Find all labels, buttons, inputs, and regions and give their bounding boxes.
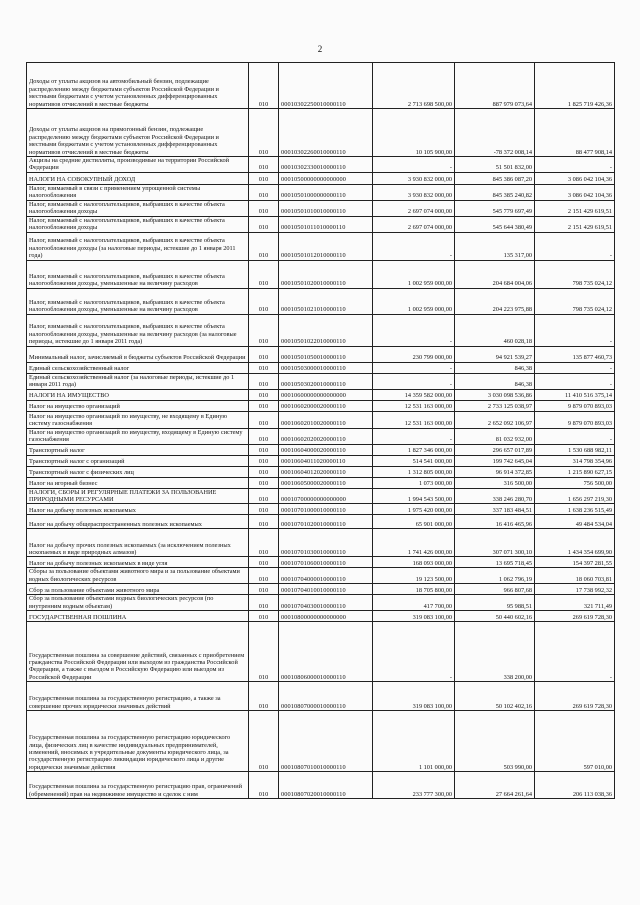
- row-line-code: 010: [249, 288, 279, 314]
- row-fact-amount: 96 914 372,85: [455, 466, 535, 477]
- row-plan-amount: 18 705 800,00: [373, 584, 455, 595]
- row-fact-amount: 1 062 796,19: [455, 568, 535, 584]
- row-budget-code: 00010806000010000110: [279, 622, 373, 682]
- row-line-code: 010: [249, 389, 279, 400]
- row-plan-amount: 168 093 000,00: [373, 557, 455, 568]
- row-budget-code: 00010701060010000110: [279, 557, 373, 568]
- row-plan-amount: 1 002 959 000,00: [373, 288, 455, 314]
- row-remaining-amount: 2 151 429 619,51: [535, 200, 615, 216]
- row-remaining-amount: 756 500,00: [535, 477, 615, 488]
- table-row: [27, 504, 615, 515]
- table-row: [27, 772, 615, 799]
- row-name: Государственная пошлина за государственную регистрацию прав, ограничений (обременений) прав на недвижимое имущество и сделок с ним: [27, 772, 249, 799]
- row-line-code: 010: [249, 184, 279, 200]
- row-name: Налог на имущество организаций по имуществу, не входящему в Единую систему газоснабжения: [27, 411, 249, 428]
- row-fact-amount: 135 317,00: [455, 232, 535, 260]
- row-plan-amount: 10 105 900,00: [373, 109, 455, 157]
- row-remaining-amount: 18 060 703,81: [535, 568, 615, 584]
- row-line-code: 010: [249, 63, 279, 109]
- row-plan-amount: -: [373, 314, 455, 346]
- row-plan-amount: -: [373, 373, 455, 389]
- row-line-code: 010: [249, 568, 279, 584]
- row-name: Государственная пошлина за совершение действий, связанных с приобретением гражданства Российской Федерации или выходом из гражданства Российской Федерации, а также с въездом в Российскую Федерацию или выездом из Российской Федерации: [27, 622, 249, 682]
- row-name: Сбор за пользование объектами водных биологических ресурсов (по внутренним водным объектам): [27, 595, 249, 611]
- row-plan-amount: 12 531 163 000,00: [373, 400, 455, 411]
- row-plan-amount: 12 531 163 000,00: [373, 411, 455, 428]
- table-row: [27, 200, 615, 216]
- row-budget-code: 00010701020010000110: [279, 515, 373, 529]
- row-line-code: 010: [249, 444, 279, 455]
- row-fact-amount: 51 501 832,00: [455, 157, 535, 173]
- row-remaining-amount: 17 738 992,32: [535, 584, 615, 595]
- row-fact-amount: 3 030 098 536,86: [455, 389, 535, 400]
- row-line-code: 010: [249, 504, 279, 515]
- row-line-code: 010: [249, 428, 279, 444]
- row-remaining-amount: 9 879 070 893,03: [535, 400, 615, 411]
- table-row: [27, 568, 615, 584]
- row-plan-amount: -: [373, 428, 455, 444]
- table-row: [27, 529, 615, 557]
- row-line-code: 010: [249, 346, 279, 362]
- row-line-code: 010: [249, 772, 279, 799]
- table-row: [27, 711, 615, 772]
- row-name: Налог на добычу общераспространенных полезных ископаемых: [27, 515, 249, 529]
- row-remaining-amount: 1 530 688 982,11: [535, 444, 615, 455]
- table-row: [27, 595, 615, 611]
- row-fact-amount: 16 416 465,96: [455, 515, 535, 529]
- row-name: Налог на добычу полезных ископаемых в виде угля: [27, 557, 249, 568]
- row-remaining-amount: 1 825 719 426,36: [535, 63, 615, 109]
- row-plan-amount: 1 994 543 500,00: [373, 488, 455, 504]
- row-plan-amount: 514 541 000,00: [373, 455, 455, 466]
- row-plan-amount: -: [373, 232, 455, 260]
- row-line-code: 010: [249, 466, 279, 477]
- table-row: [27, 515, 615, 529]
- row-name: Налог, взимаемый с налогоплательщиков, выбравших в качестве объекта налогообложения доходы, уменьшенные на величину расходов: [27, 288, 249, 314]
- row-plan-amount: 230 799 000,00: [373, 346, 455, 362]
- row-fact-amount: 199 742 645,04: [455, 455, 535, 466]
- row-line-code: 010: [249, 109, 279, 157]
- row-line-code: 010: [249, 157, 279, 173]
- row-remaining-amount: -: [535, 232, 615, 260]
- row-remaining-amount: 11 410 516 375,14: [535, 389, 615, 400]
- row-remaining-amount: 798 735 024,12: [535, 288, 615, 314]
- row-budget-code: 00010701030010000110: [279, 529, 373, 557]
- row-fact-amount: 296 657 017,89: [455, 444, 535, 455]
- table-row: [27, 557, 615, 568]
- table-row: [27, 488, 615, 504]
- row-budget-code: 00010501022010000110: [279, 314, 373, 346]
- row-budget-code: 00010501000000000110: [279, 184, 373, 200]
- row-remaining-amount: -: [535, 373, 615, 389]
- budget-execution-table: [26, 62, 615, 799]
- row-fact-amount: 27 664 261,64: [455, 772, 535, 799]
- row-budget-code: 00010800000000000000: [279, 611, 373, 622]
- row-budget-code: 00010302330010000110: [279, 157, 373, 173]
- row-budget-code: 00010605000020000110: [279, 477, 373, 488]
- row-line-code: 010: [249, 711, 279, 772]
- row-budget-code: 00010604012020000110: [279, 466, 373, 477]
- row-budget-code: 00010501021010000110: [279, 288, 373, 314]
- row-remaining-amount: 1 215 890 627,15: [535, 466, 615, 477]
- row-budget-code: 00010807000010000110: [279, 682, 373, 711]
- row-name: Налог, взимаемый с налогоплательщиков, выбравших в качестве объекта налогообложения доходы, уменьшенные на величину расходов (за налоговые периоды, истекшие до 1 января 2011 года): [27, 314, 249, 346]
- row-plan-amount: 1 002 959 000,00: [373, 260, 455, 288]
- row-budget-code: 00010604000020000110: [279, 444, 373, 455]
- row-fact-amount: 846,38: [455, 362, 535, 373]
- row-plan-amount: 319 083 100,00: [373, 682, 455, 711]
- row-plan-amount: 1 827 346 000,00: [373, 444, 455, 455]
- row-plan-amount: 14 359 582 000,00: [373, 389, 455, 400]
- row-remaining-amount: 1 434 354 699,90: [535, 529, 615, 557]
- row-line-code: 010: [249, 216, 279, 232]
- row-fact-amount: 204 684 004,06: [455, 260, 535, 288]
- row-remaining-amount: 49 484 534,04: [535, 515, 615, 529]
- row-plan-amount: 65 901 000,00: [373, 515, 455, 529]
- row-name: Транспортный налог с организаций: [27, 455, 249, 466]
- row-remaining-amount: -: [535, 157, 615, 173]
- row-line-code: 010: [249, 595, 279, 611]
- row-name: Акцизы на средние дистилляты, производимые на территории Российской Федерации: [27, 157, 249, 173]
- row-name: Налог, взимаемый с налогоплательщиков, выбравших в качестве объекта налогообложения доходы (за налоговые периоды, истекшие до 1 января 2011 года): [27, 232, 249, 260]
- row-name: Государственная пошлина за государственную регистрацию юридического лица, физических лиц в качестве индивидуальных предпринимателей, изменений, вносимых в учредительные документы юридического лица, за государственную регистрацию ликвидации юридического лица и другие юридически значимые действия: [27, 711, 249, 772]
- row-fact-amount: 887 979 073,64: [455, 63, 535, 109]
- table-row: [27, 455, 615, 466]
- row-name: Сбор за пользование объектами животного мира: [27, 584, 249, 595]
- table-row: [27, 157, 615, 173]
- row-plan-amount: 1 073 000,00: [373, 477, 455, 488]
- row-budget-code: 00010503000010000110: [279, 362, 373, 373]
- row-budget-code: 00010602010020000110: [279, 411, 373, 428]
- row-name: Налог, взимаемый в связи с применением упрощенной системы налогообложения: [27, 184, 249, 200]
- row-name: Сборы за пользование объектами животного мира и за пользование объектами водных биологических ресурсов: [27, 568, 249, 584]
- row-name: Государственная пошлина за государственную регистрацию, а также за совершение прочих юридически значимых действий: [27, 682, 249, 711]
- row-remaining-amount: 798 735 024,12: [535, 260, 615, 288]
- row-name: Налог, взимаемый с налогоплательщиков, выбравших в качестве объекта налогообложения доходы, уменьшенные на величину расходов: [27, 260, 249, 288]
- table-row: [27, 184, 615, 200]
- row-budget-code: 00010302250010000110: [279, 63, 373, 109]
- row-line-code: 010: [249, 400, 279, 411]
- row-fact-amount: 316 500,00: [455, 477, 535, 488]
- row-budget-code: 00010807020010000110: [279, 772, 373, 799]
- row-remaining-amount: -: [535, 362, 615, 373]
- row-fact-amount: 338 200,00: [455, 622, 535, 682]
- row-line-code: 010: [249, 682, 279, 711]
- row-remaining-amount: 135 877 460,73: [535, 346, 615, 362]
- row-name: НАЛОГИ НА СОВОКУПНЫЙ ДОХОД: [27, 172, 249, 184]
- row-fact-amount: 338 246 280,70: [455, 488, 535, 504]
- row-name: Налог, взимаемый с налогоплательщиков, выбравших в качестве объекта налогообложения доходы: [27, 216, 249, 232]
- row-name: ГОСУДАРСТВЕННАЯ ПОШЛИНА: [27, 611, 249, 622]
- row-line-code: 010: [249, 477, 279, 488]
- row-remaining-amount: 269 619 728,30: [535, 682, 615, 711]
- table-row: [27, 109, 615, 157]
- table-row: [27, 444, 615, 455]
- row-name: Налог на добычу прочих полезных ископаемых (за исключением полезных ископаемых в виде природных алмазов): [27, 529, 249, 557]
- row-plan-amount: 233 777 300,00: [373, 772, 455, 799]
- row-budget-code: 00010704030010000110: [279, 595, 373, 611]
- table-row: [27, 389, 615, 400]
- table-row: [27, 362, 615, 373]
- row-budget-code: 00010501011010000110: [279, 216, 373, 232]
- row-name: Налог, взимаемый с налогоплательщиков, выбравших в качестве объекта налогообложения доходы: [27, 200, 249, 216]
- row-line-code: 010: [249, 232, 279, 260]
- table-row: [27, 172, 615, 184]
- row-plan-amount: 2 697 074 000,00: [373, 200, 455, 216]
- row-remaining-amount: 2 151 429 619,51: [535, 216, 615, 232]
- row-fact-amount: 50 440 602,16: [455, 611, 535, 622]
- row-remaining-amount: 88 477 908,14: [535, 109, 615, 157]
- row-remaining-amount: 314 798 354,96: [535, 455, 615, 466]
- row-line-code: 010: [249, 455, 279, 466]
- row-fact-amount: 94 921 539,27: [455, 346, 535, 362]
- row-fact-amount: 2 652 092 106,97: [455, 411, 535, 428]
- table-row: [27, 611, 615, 622]
- row-budget-code: 00010501050010000110: [279, 346, 373, 362]
- row-line-code: 010: [249, 488, 279, 504]
- table-row: [27, 346, 615, 362]
- row-fact-amount: 845 386 087,20: [455, 172, 535, 184]
- row-remaining-amount: -: [535, 622, 615, 682]
- row-fact-amount: 13 695 718,45: [455, 557, 535, 568]
- row-line-code: 010: [249, 611, 279, 622]
- row-remaining-amount: 1 656 297 219,30: [535, 488, 615, 504]
- row-budget-code: 00010600000000000000: [279, 389, 373, 400]
- row-plan-amount: -: [373, 362, 455, 373]
- row-line-code: 010: [249, 260, 279, 288]
- row-name: Минимальный налог, зачисляемый в бюджеты субъектов Российской Федерации: [27, 346, 249, 362]
- row-fact-amount: 2 733 125 038,97: [455, 400, 535, 411]
- table-row: [27, 428, 615, 444]
- row-budget-code: 00010807010010000110: [279, 711, 373, 772]
- row-plan-amount: 1 312 805 000,00: [373, 466, 455, 477]
- row-fact-amount: 460 028,18: [455, 314, 535, 346]
- table-row: [27, 400, 615, 411]
- table-row: [27, 466, 615, 477]
- row-line-code: 010: [249, 373, 279, 389]
- row-plan-amount: 417 700,00: [373, 595, 455, 611]
- row-fact-amount: 545 644 380,49: [455, 216, 535, 232]
- row-name: Налог на игорный бизнес: [27, 477, 249, 488]
- row-name: Налог на имущество организаций: [27, 400, 249, 411]
- row-plan-amount: 3 930 832 000,00: [373, 172, 455, 184]
- row-remaining-amount: 3 086 042 104,36: [535, 184, 615, 200]
- row-line-code: 010: [249, 314, 279, 346]
- row-budget-code: 00010501020010000110: [279, 260, 373, 288]
- table-row: [27, 63, 615, 109]
- table-row: [27, 622, 615, 682]
- row-name: Доходы от уплаты акцизов на прямогонный бензин, подлежащие распределению между бюджетами субъектов Российской Федерации и местными бюджетами с учетом установленных дифференцированных нормативов отчислений в местные бюджеты: [27, 109, 249, 157]
- row-fact-amount: -78 372 008,14: [455, 109, 535, 157]
- row-budget-code: 00010501012010000110: [279, 232, 373, 260]
- row-remaining-amount: 269 619 728,30: [535, 611, 615, 622]
- table-row: [27, 314, 615, 346]
- table-row: [27, 232, 615, 260]
- row-plan-amount: 319 083 100,00: [373, 611, 455, 622]
- row-budget-code: 00010302260010000110: [279, 109, 373, 157]
- row-plan-amount: 1 975 420 000,00: [373, 504, 455, 515]
- row-fact-amount: 204 223 975,88: [455, 288, 535, 314]
- row-remaining-amount: -: [535, 314, 615, 346]
- row-budget-code: 00010602000020000110: [279, 400, 373, 411]
- row-name: НАЛОГИ, СБОРЫ И РЕГУЛЯРНЫЕ ПЛАТЕЖИ ЗА ПОЛЬЗОВАНИЕ ПРИРОДНЫМИ РЕСУРСАМИ: [27, 488, 249, 504]
- row-line-code: 010: [249, 622, 279, 682]
- row-line-code: 010: [249, 200, 279, 216]
- row-budget-code: 00010604011020000110: [279, 455, 373, 466]
- table-row: [27, 477, 615, 488]
- row-budget-code: 00010500000000000000: [279, 172, 373, 184]
- row-fact-amount: 50 102 402,16: [455, 682, 535, 711]
- page-number: 2: [317, 44, 323, 54]
- row-fact-amount: 846,38: [455, 373, 535, 389]
- row-remaining-amount: 3 086 042 104,36: [535, 172, 615, 184]
- row-budget-code: 00010602020020000110: [279, 428, 373, 444]
- row-line-code: 010: [249, 529, 279, 557]
- row-name: Налог на добычу полезных ископаемых: [27, 504, 249, 515]
- row-fact-amount: 95 988,51: [455, 595, 535, 611]
- row-plan-amount: 2 713 698 500,00: [373, 63, 455, 109]
- row-remaining-amount: -: [535, 428, 615, 444]
- row-line-code: 010: [249, 172, 279, 184]
- row-name: Единый сельскохозяйственный налог: [27, 362, 249, 373]
- row-budget-code: 00010704010010000110: [279, 584, 373, 595]
- row-line-code: 010: [249, 515, 279, 529]
- row-remaining-amount: 1 638 236 515,49: [535, 504, 615, 515]
- row-plan-amount: 1 101 000,00: [373, 711, 455, 772]
- row-plan-amount: 3 930 832 000,00: [373, 184, 455, 200]
- row-budget-code: 00010501010010000110: [279, 200, 373, 216]
- row-budget-code: 00010503020010000110: [279, 373, 373, 389]
- row-plan-amount: 1 741 426 000,00: [373, 529, 455, 557]
- row-name: Налог на имущество организаций по имуществу, входящему в Единую систему газоснабжения: [27, 428, 249, 444]
- row-name: Доходы от уплаты акцизов на автомобильный бензин, подлежащие распределению между бюджетами субъектов Российской Федерации и местными бюджетами с учетом установленных дифференцированных нормативов отчислений в местные бюджеты: [27, 63, 249, 109]
- row-plan-amount: -: [373, 622, 455, 682]
- table-row: [27, 682, 615, 711]
- row-plan-amount: -: [373, 157, 455, 173]
- table-body: [27, 63, 615, 799]
- row-name: Транспортный налог с физических лиц: [27, 466, 249, 477]
- row-line-code: 010: [249, 557, 279, 568]
- row-plan-amount: 19 123 500,00: [373, 568, 455, 584]
- table-row: [27, 288, 615, 314]
- row-name: Транспортный налог: [27, 444, 249, 455]
- row-remaining-amount: 9 879 070 893,03: [535, 411, 615, 428]
- row-remaining-amount: 206 113 038,36: [535, 772, 615, 799]
- row-remaining-amount: 321 711,49: [535, 595, 615, 611]
- table-row: [27, 373, 615, 389]
- row-fact-amount: 966 807,68: [455, 584, 535, 595]
- row-fact-amount: 545 779 697,49: [455, 200, 535, 216]
- row-remaining-amount: 154 397 281,55: [535, 557, 615, 568]
- row-fact-amount: 337 183 484,51: [455, 504, 535, 515]
- table-row: [27, 216, 615, 232]
- row-budget-code: 00010701000010000110: [279, 504, 373, 515]
- row-budget-code: 00010704000010000110: [279, 568, 373, 584]
- row-name: НАЛОГИ НА ИМУЩЕСТВО: [27, 389, 249, 400]
- table-row: [27, 260, 615, 288]
- row-plan-amount: 2 697 074 000,00: [373, 216, 455, 232]
- row-budget-code: 00010700000000000000: [279, 488, 373, 504]
- row-fact-amount: 845 385 240,82: [455, 184, 535, 200]
- row-fact-amount: 81 032 932,00: [455, 428, 535, 444]
- row-line-code: 010: [249, 411, 279, 428]
- row-remaining-amount: 597 010,00: [535, 711, 615, 772]
- table-row: [27, 411, 615, 428]
- table-row: [27, 584, 615, 595]
- row-fact-amount: 503 990,00: [455, 711, 535, 772]
- row-name: Единый сельскохозяйственный налог (за налоговые периоды, истекшие до 1 января 2011 года): [27, 373, 249, 389]
- row-line-code: 010: [249, 362, 279, 373]
- row-line-code: 010: [249, 584, 279, 595]
- row-fact-amount: 307 071 300,10: [455, 529, 535, 557]
